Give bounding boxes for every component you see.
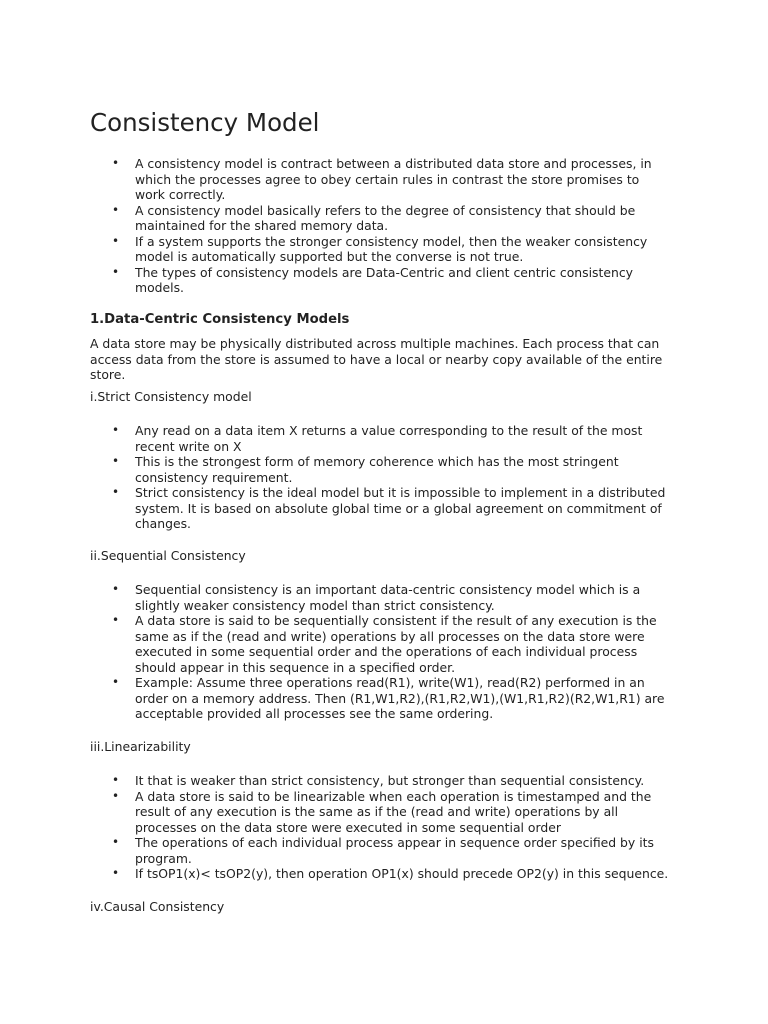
list-item-text: program. bbox=[135, 850, 192, 866]
list-item-text: This is the strongest form of memory coherence which has the most stringent bbox=[135, 454, 619, 469]
subheading-sequential-consistency: ii.Sequential Consistency bbox=[90, 548, 246, 563]
linearizability-list bbox=[90, 773, 690, 882]
bullet-icon: • bbox=[112, 454, 120, 468]
intro-bullet-list bbox=[90, 156, 690, 296]
strict-consistency-list bbox=[90, 423, 690, 532]
bullet-icon: • bbox=[112, 773, 120, 787]
list-item-text: acceptable provided all processes see the same ordering. bbox=[135, 706, 494, 721]
list-item-text: A data store is said to be linearizable when each operation is timestamped and the bbox=[135, 788, 652, 804]
list-item bbox=[90, 613, 690, 675]
list-item-text: slightly weaker consistency model than strict consistency. bbox=[135, 597, 495, 613]
list-item-text: consistency requirement. bbox=[135, 469, 293, 485]
list-item-text: changes. bbox=[135, 516, 191, 531]
section-heading-data-centric: 1.Data-Centric Consistency Models bbox=[90, 312, 350, 327]
list-item-text: The types of consistency models are Data-Centric and client centric consistency bbox=[135, 264, 633, 280]
list-item bbox=[90, 203, 690, 234]
list-item-text: model is automatically supported but the converse is not true. bbox=[135, 249, 524, 264]
list-item-text: Any read on a data item X returns a value corresponding to the result of the most bbox=[135, 423, 643, 438]
list-item-text: should appear in this sequence in a specified order. bbox=[135, 659, 456, 675]
list-item-text: A data store is said to be sequentially consistent if the result of any execution is the bbox=[135, 613, 657, 628]
list-item bbox=[90, 234, 690, 265]
page-title: Consistency Model bbox=[90, 108, 320, 137]
paragraph-line: access data from the store is assumed to have a local or nearby copy available of the entire bbox=[90, 351, 663, 367]
list-item bbox=[90, 835, 690, 866]
subheading-causal-consistency: iv.Causal Consistency bbox=[90, 899, 225, 914]
list-item bbox=[90, 866, 690, 882]
list-item bbox=[90, 773, 690, 789]
list-item-text: A consistency model basically refers to the degree of consistency that should be bbox=[135, 202, 636, 218]
bullet-icon: • bbox=[112, 423, 120, 437]
paragraph-line: store. bbox=[90, 367, 126, 382]
bullet-icon: • bbox=[112, 233, 120, 248]
subheading-linearizability: iii.Linearizability bbox=[90, 739, 191, 754]
list-item bbox=[90, 156, 690, 203]
list-item-text: If a system supports the stronger consistency model, then the weaker consistency bbox=[135, 233, 648, 249]
list-item-text: order on a memory address. Then (R1,W1,R2),(R1,R2,W1),(W1,R1,R2)(R2,W1,R1) are bbox=[135, 690, 665, 706]
list-item bbox=[90, 789, 690, 836]
list-item-text: It that is weaker than strict consistency, but stronger than sequential consistency. bbox=[135, 773, 645, 788]
list-item-text: work correctly. bbox=[135, 187, 226, 202]
list-item bbox=[90, 582, 690, 613]
bullet-icon: • bbox=[112, 613, 120, 627]
list-item-text: Sequential consistency is an important data-centric consistency model which is a bbox=[135, 582, 641, 597]
list-item-text: If tsOP1(x)< tsOP2(y), then operation OP1(x) should precede OP2(y) in this sequence. bbox=[135, 866, 669, 881]
bullet-icon: • bbox=[112, 675, 120, 689]
sequential-consistency-list bbox=[90, 582, 690, 722]
list-item-text: result of any execution is the same as if the (read and write) operations by all bbox=[135, 804, 619, 819]
list-item bbox=[90, 423, 690, 454]
paragraph-line: A data store may be physically distributed across multiple machines. Each process that can bbox=[90, 336, 660, 351]
list-item-text: executed in some sequential order and the operations of each individual process bbox=[135, 644, 638, 659]
list-item-text: A consistency model is contract between a distributed data store and processes, in bbox=[135, 156, 652, 171]
bullet-icon: • bbox=[112, 202, 120, 217]
list-item bbox=[90, 485, 690, 532]
list-item-text: models. bbox=[135, 280, 184, 295]
list-item bbox=[90, 265, 690, 296]
list-item-text: same as if the (read and write) operations by all processes on the data store were bbox=[135, 628, 645, 644]
list-item-text: Example: Assume three operations read(R1), write(W1), read(R2) performed in an bbox=[135, 675, 645, 690]
list-item bbox=[90, 675, 690, 722]
bullet-icon: • bbox=[112, 582, 120, 596]
bullet-icon: • bbox=[112, 156, 120, 170]
list-item-text: processes on the data store were executed in some sequential order bbox=[135, 819, 561, 835]
list-item bbox=[90, 454, 690, 485]
bullet-icon: • bbox=[112, 788, 120, 803]
list-item-text: system. It is based on absolute global time or a global agreement on commitment of bbox=[135, 500, 662, 516]
list-item-text: maintained for the shared memory data. bbox=[135, 218, 389, 233]
data-centric-paragraph bbox=[90, 336, 662, 383]
list-item-text: which the processes agree to obey certain rules in contrast the store promises to bbox=[135, 171, 640, 187]
list-item-text: recent write on X bbox=[135, 438, 242, 454]
bullet-icon: • bbox=[112, 485, 120, 499]
bullet-icon: • bbox=[112, 264, 120, 279]
list-item-text: Strict consistency is the ideal model but it is impossible to implement in a distributed bbox=[135, 485, 666, 500]
list-item-text: The operations of each individual process appear in sequence order specified by its bbox=[135, 835, 654, 850]
bullet-icon: • bbox=[112, 835, 120, 849]
subheading-strict-consistency: i.Strict Consistency model bbox=[90, 389, 252, 404]
bullet-icon: • bbox=[112, 866, 120, 880]
